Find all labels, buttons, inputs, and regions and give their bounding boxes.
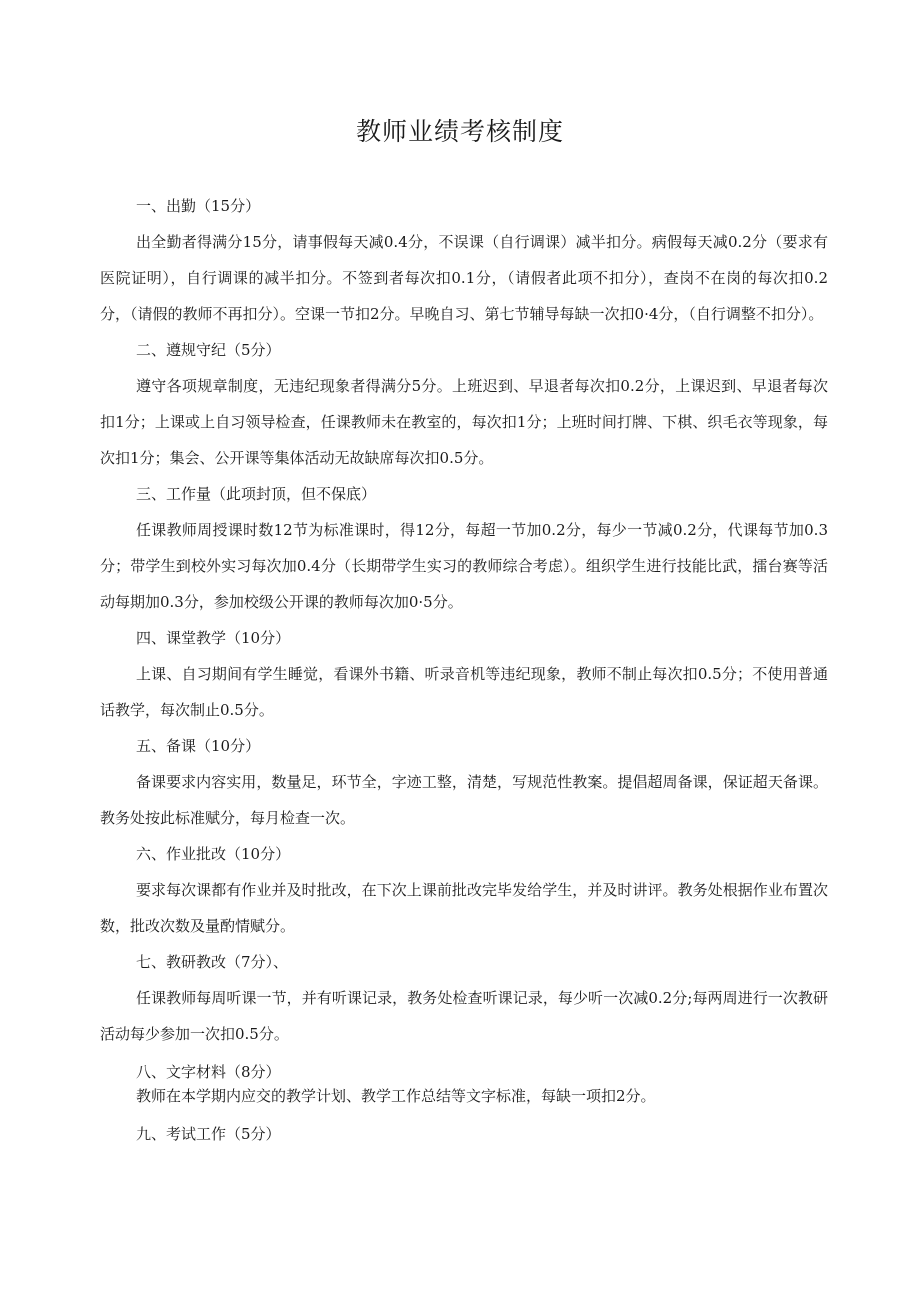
section-heading-lesson-prep: 五、备课（10分）: [136, 737, 261, 755]
section-body-written-materials: 教师在本学期内应交的教学计划、教学工作总结等文字标准，每缺一项扣2分。: [136, 1087, 656, 1105]
section-body-lesson-prep: 备课要求内容实用，数量足，环节全，字迹工整，清楚，写规范性教案。提倡超周备课，保证超天备课。教务处按此标准赋分，每月检查一次。: [100, 773, 828, 827]
section-heading-homework: 六、作业批改（10分）: [136, 845, 291, 863]
section-body-classroom-teaching: 上课、自习期间有学生睡觉，看课外书籍、听录音机等违纪现象，教师不制止每次扣0.5分；不使用普通话教学，每次制止0.5分。: [100, 665, 828, 719]
section-heading-attendance: 一、出勤（15分）: [136, 197, 261, 215]
section-heading-teaching-research: 七、教研教改（7分）、: [136, 953, 289, 971]
section-heading-written-materials: 八、文字材料（8分）: [136, 1063, 281, 1081]
section-body-homework: 要求每次课都有作业并及时批改，在下次上课前批改完毕发给学生，并及时讲评。教务处根据作业布置次数，批改次数及量酌情赋分。: [100, 881, 828, 935]
section-body-attendance: 出全勤者得满分15分，请事假每天减0.4分，不误课（自行调课）减半扣分。病假每天减0.2分（要求有医院证明），自行调课的减半扣分。不签到者每次扣0.1分，（请假者此项不扣分），查岗不在岗的每次扣0.2分，（请假的教师不再扣分）。空课一节扣2分。早晚自习、第七节辅导每缺一次扣0·4分，（自行调整不扣分）。: [100, 233, 828, 323]
document-title: 教师业绩考核制度: [355, 117, 564, 146]
document-body: [100, 188, 828, 1152]
section-heading-classroom-teaching: 四、课堂教学（10分）: [136, 629, 291, 647]
section-body-discipline: 遵守各项规章制度，无违纪现象者得满分5分。上班迟到、早退者每次扣0.2分，上课迟到、早退者每次扣1分；上课或上自习领导检查，任课教师未在教室的，每次扣1分；上班时间打牌、下棋、织毛衣等现象，每次扣1分；集会、公开课等集体活动无故缺席每次扣0.5分。: [100, 377, 828, 467]
section-heading-exams: 九、考试工作（5分）: [136, 1125, 281, 1143]
section-spacer: [100, 1052, 828, 1060]
section-body-workload: 任课教师周授课时数12节为标准课时，得12分，每超一节加0.2分，每少一节减0.2分，代课每节加0.3分；带学生到校外实习每次加0.4分（长期带学生实习的教师综合考虑）。组织学生进行技能比武，擂台赛等活动每期加0.3分，参加校级公开课的教师每次加0·5分。: [100, 521, 828, 611]
section-heading-workload: 三、工作量（此项封顶，但不保底）: [136, 485, 377, 503]
section-heading-discipline: 二、遵规守纪（5分）: [136, 341, 281, 359]
section-body-teaching-research: 任课教师每周听课一节，并有听课记录，教务处检查听课记录，每少听一次减0.2分;每两周进行一次教研活动每少参加一次扣0.5分。: [100, 989, 828, 1043]
section-spacer: [100, 1108, 828, 1116]
